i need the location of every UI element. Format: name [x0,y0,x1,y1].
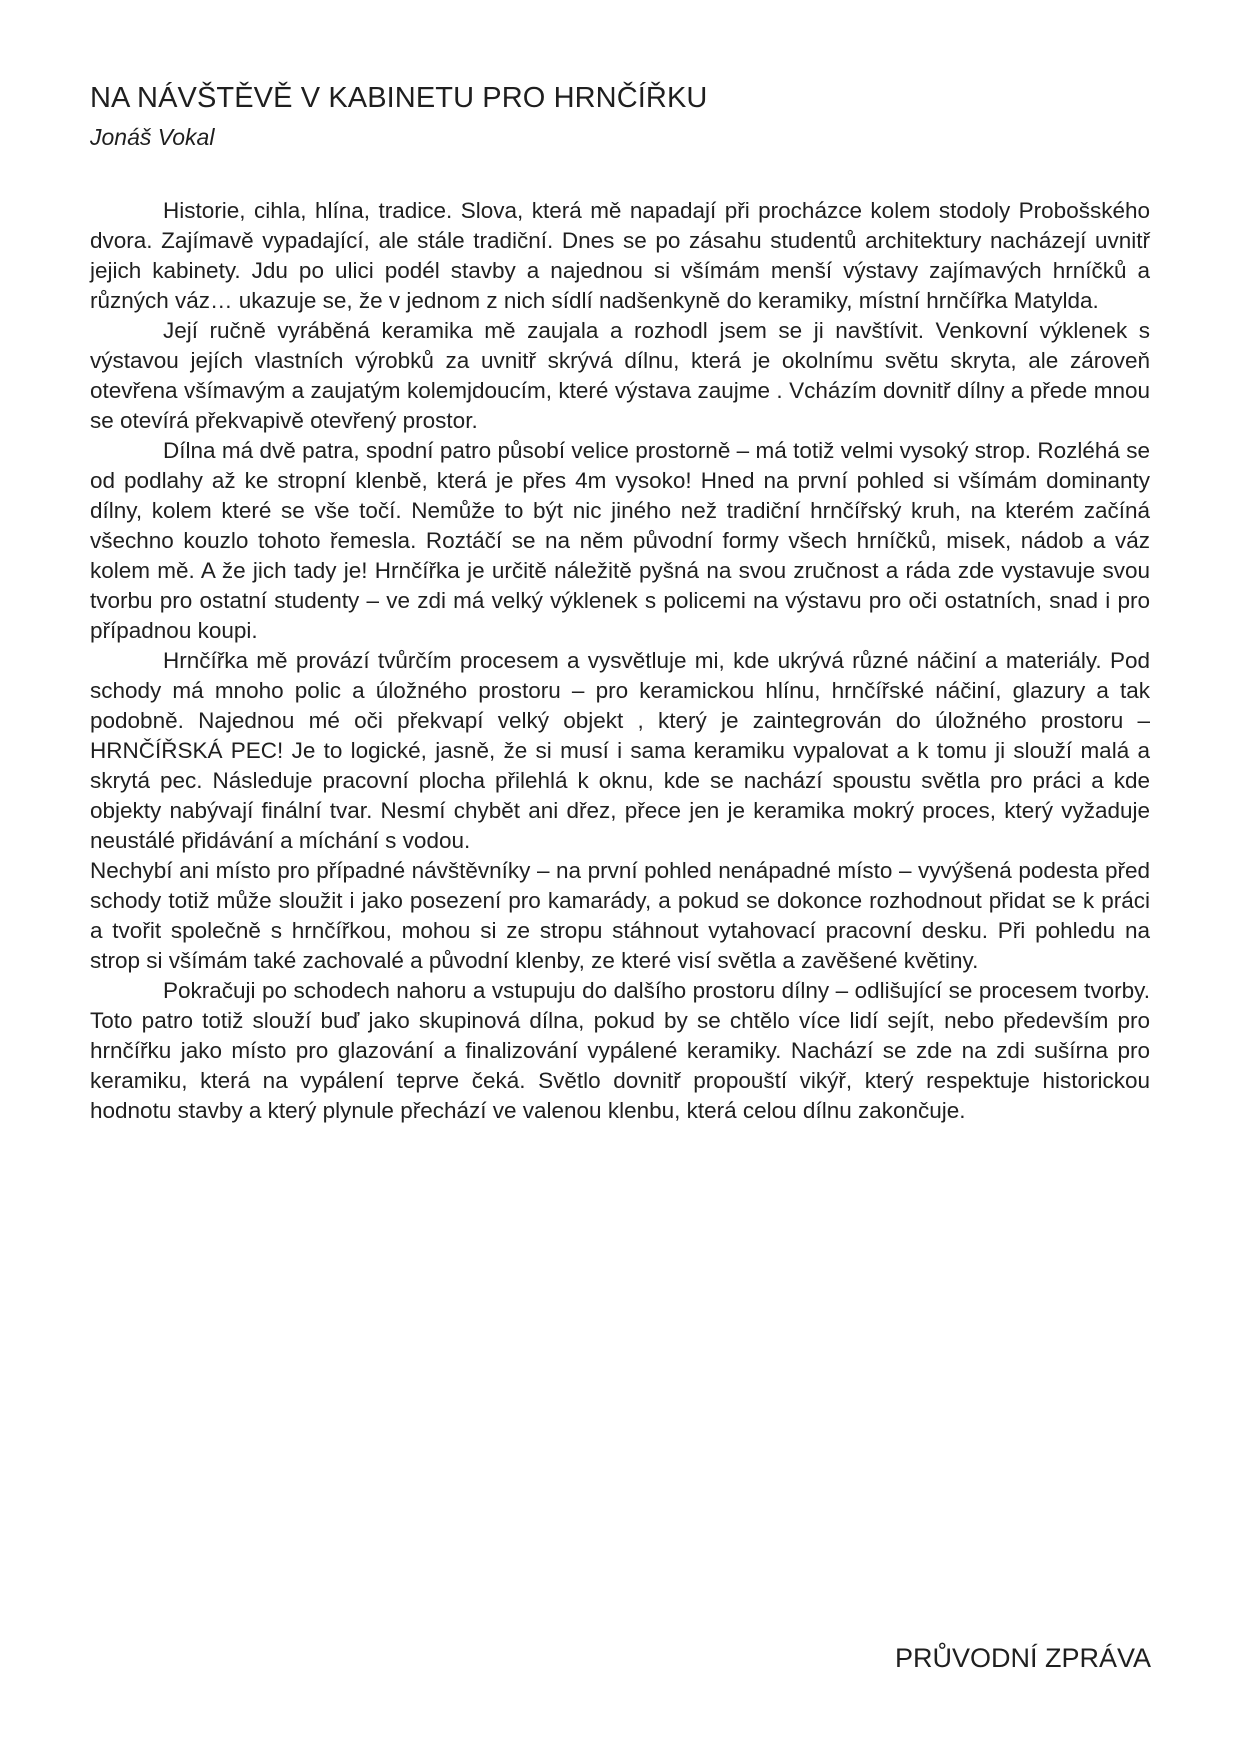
paragraph-6: Pokračuji po schodech nahoru a vstupuju do dalšího prostoru dílny – odlišující se procesem tvorby. Toto patro totiž slouží buď jako skupinová dílna, pokud by se chtělo více lidí sejít, nebo především pro hrnčířku jako místo pro glazování a finalizování vypálené keramiky. Nachází se zde na zdi sušírna pro keramiku, která na vypálení teprve čeká. Světlo dovnitř propouští vikýř, který respektuje historickou hodnotu stavby a který plynule přechází ve valenou klenbu, která celou dílnu zakončuje. [90,978,1150,1123]
author-name: Jonáš Vokal [90,124,215,150]
document-title: NA NÁVŠTĚVĚ V KABINETU PRO HRNČÍŘKU [90,82,708,114]
paragraph-4: Hrnčířka mě provází tvůrčím procesem a vysvětluje mi, kde ukrývá různé náčiní a materiály. Pod schody má mnoho polic a úložného prostoru – pro keramickou hlínu, hrnčířské náčiní, glazury a tak podobně. Najednou mé oči překvapí velký objekt , který je zaintegrován do úložného prostoru – HRNČÍŘSKÁ PEC! Je to logické, jasně, že si musí i sama keramiku vypalovat a k tomu ji slouží malá a skrytá pec. Následuje pracovní plocha přilehlá k oknu, kde se nachází spoustu světla pro práci a kde objekty nabývají finální tvar. Nesmí chybět ani dřez, přece jen je keramika mokrý proces, který vyžaduje neustálé přidávání a míchání s vodou. [90,648,1150,853]
paragraph-5: Nechybí ani místo pro případné návštěvníky – na první pohled nenápadné místo – vyvýšená podesta před schody totiž může sloužit i jako posezení pro kamarády, a pokud se dokonce rozhodnout přidat se k práci a tvořit společně s hrnčířkou, mohou si ze stropu stáhnout vytahovací pracovní desku. Při pohledu na strop si všímám také zachovalé a původní klenby, ze které visí světla a zavěšené květiny. [90,858,1150,973]
paragraph-2: Její ručně vyráběná keramika mě zaujala a rozhodl jsem se ji navštívit. Venkovní výklenek s výstavou jejích vlastních výrobků za uvnitř skrývá dílnu, která je okolnímu světu skryta, ale zároveň otevřena všímavým a zaujatým kolemjdoucím, které výstava zaujme . Vcházím dovnitř dílny a přede mnou se otevírá překvapivě otevřený prostor. [90,318,1150,433]
paragraph-1: Historie, cihla, hlína, tradice. Slova, která mě napadají při procházce kolem stodoly Probošského dvora. Zajímavě vypadající, ale stále tradiční. Dnes se po zásahu studentů architektury nacházejí uvnitř jejich kabinety. Jdu po ulici podél stavby a najednou si všímám menší výstavy zajímavých hrníčků a různých váz… ukazuje se, že v jednom z nich sídlí nadšenkyně do keramiky, místní hrnčířka Matylda. [90,198,1150,313]
paragraph-3: Dílna má dvě patra, spodní patro působí velice prostorně – má totiž velmi vysoký strop. Rozléhá se od podlahy až ke stropní klenbě, která je přes 4m vysoko! Hned na první pohled si všímám dominanty dílny, kolem které se vše točí. Nemůže to být nic jiného než tradiční hrnčířský kruh, na kterém začíná všechno kouzlo tohoto řemesla. Roztáčí se na něm původní formy všech hrníčků, misek, nádob a váz kolem mě. A že jich tady je! Hrnčířka je určitě náležitě pyšná na svou zručnost a ráda zde vystavuje svou tvorbu pro ostatní studenty – ve zdi má velký výklenek s policemi na výstavu pro oči ostatních, snad i pro případnou koupi. [90,438,1150,643]
body-text [90,196,1150,1126]
section-footer: PRŮVODNÍ ZPRÁVA [894,1643,1151,1673]
